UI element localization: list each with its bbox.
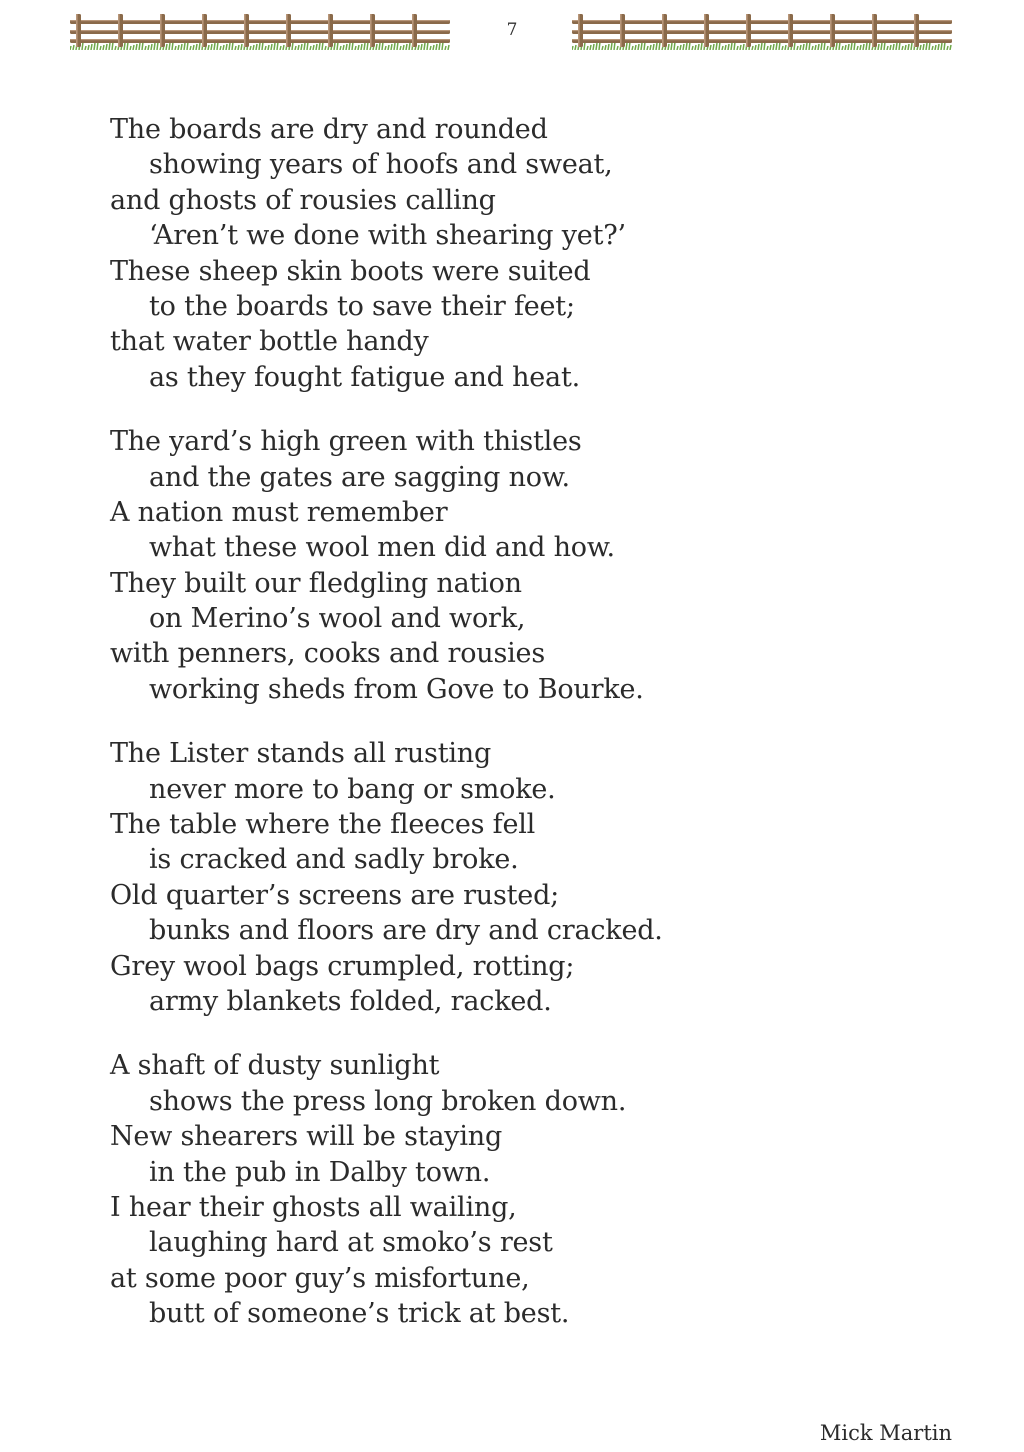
poem-line: shows the press long broken down. bbox=[149, 1085, 627, 1117]
poem-line: showing years of hoofs and sweat, bbox=[149, 149, 613, 181]
poem-line: butt of someone’s trick at best. bbox=[149, 1298, 570, 1330]
poem-line: and ghosts of rousies calling bbox=[110, 184, 496, 216]
stanza bbox=[110, 424, 830, 707]
poem-line: Old quarter’s screens are rusted; bbox=[110, 879, 560, 911]
poem-line: I hear their ghosts all wailing, bbox=[110, 1191, 517, 1223]
author-name: Mick Martin bbox=[819, 1421, 952, 1445]
poem-body bbox=[110, 112, 830, 1361]
poem-line: These sheep skin boots were suited bbox=[110, 255, 591, 287]
poem-line: with penners, cooks and rousies bbox=[110, 638, 545, 670]
poem-line: in the pub in Dalby town. bbox=[149, 1156, 491, 1188]
poem-line: The Lister stands all rusting bbox=[110, 738, 492, 770]
poem-line: never more to bang or smoke. bbox=[149, 773, 556, 805]
poem-line: as they fought fatigue and heat. bbox=[149, 361, 580, 393]
page-header bbox=[0, 10, 1024, 50]
stanza bbox=[110, 112, 830, 395]
poem-line: on Merino’s wool and work, bbox=[149, 603, 526, 635]
poem-line: laughing hard at smoko’s rest bbox=[149, 1227, 553, 1259]
poem-line: that water bottle handy bbox=[110, 326, 429, 358]
poem-line: A nation must remember bbox=[110, 496, 448, 528]
poem-line: is cracked and sadly broke. bbox=[149, 844, 519, 876]
poem-line: to the boards to save their feet; bbox=[149, 290, 575, 322]
poem-line: bunks and floors are dry and cracked. bbox=[149, 915, 663, 947]
poem-line: They built our fledgling nation bbox=[110, 567, 522, 599]
poem-line: army blankets folded, racked. bbox=[149, 985, 552, 1017]
poem-line: New shearers will be staying bbox=[110, 1121, 503, 1153]
poem-line: ‘Aren’t we done with shearing yet?’ bbox=[149, 220, 626, 252]
poem-line: The yard’s high green with thistles bbox=[110, 426, 582, 458]
stanza bbox=[110, 736, 830, 1019]
poem-line: and the gates are sagging now. bbox=[149, 461, 570, 493]
wooden-fence-icon bbox=[70, 10, 450, 50]
wooden-fence-icon bbox=[572, 10, 952, 50]
page-number: 7 bbox=[506, 20, 518, 40]
poem-line: Grey wool bags crumpled, rotting; bbox=[110, 950, 575, 982]
poem-line: The boards are dry and rounded bbox=[110, 114, 548, 145]
stanza bbox=[110, 1048, 830, 1331]
poem-line: The table where the fleeces fell bbox=[110, 809, 536, 841]
poem-line: working sheds from Gove to Bourke. bbox=[149, 673, 644, 705]
poem-line: A shaft of dusty sunlight bbox=[110, 1050, 440, 1082]
poem-line: at some poor guy’s misfortune, bbox=[110, 1262, 530, 1294]
poem-line: what these wool men did and how. bbox=[149, 532, 615, 564]
